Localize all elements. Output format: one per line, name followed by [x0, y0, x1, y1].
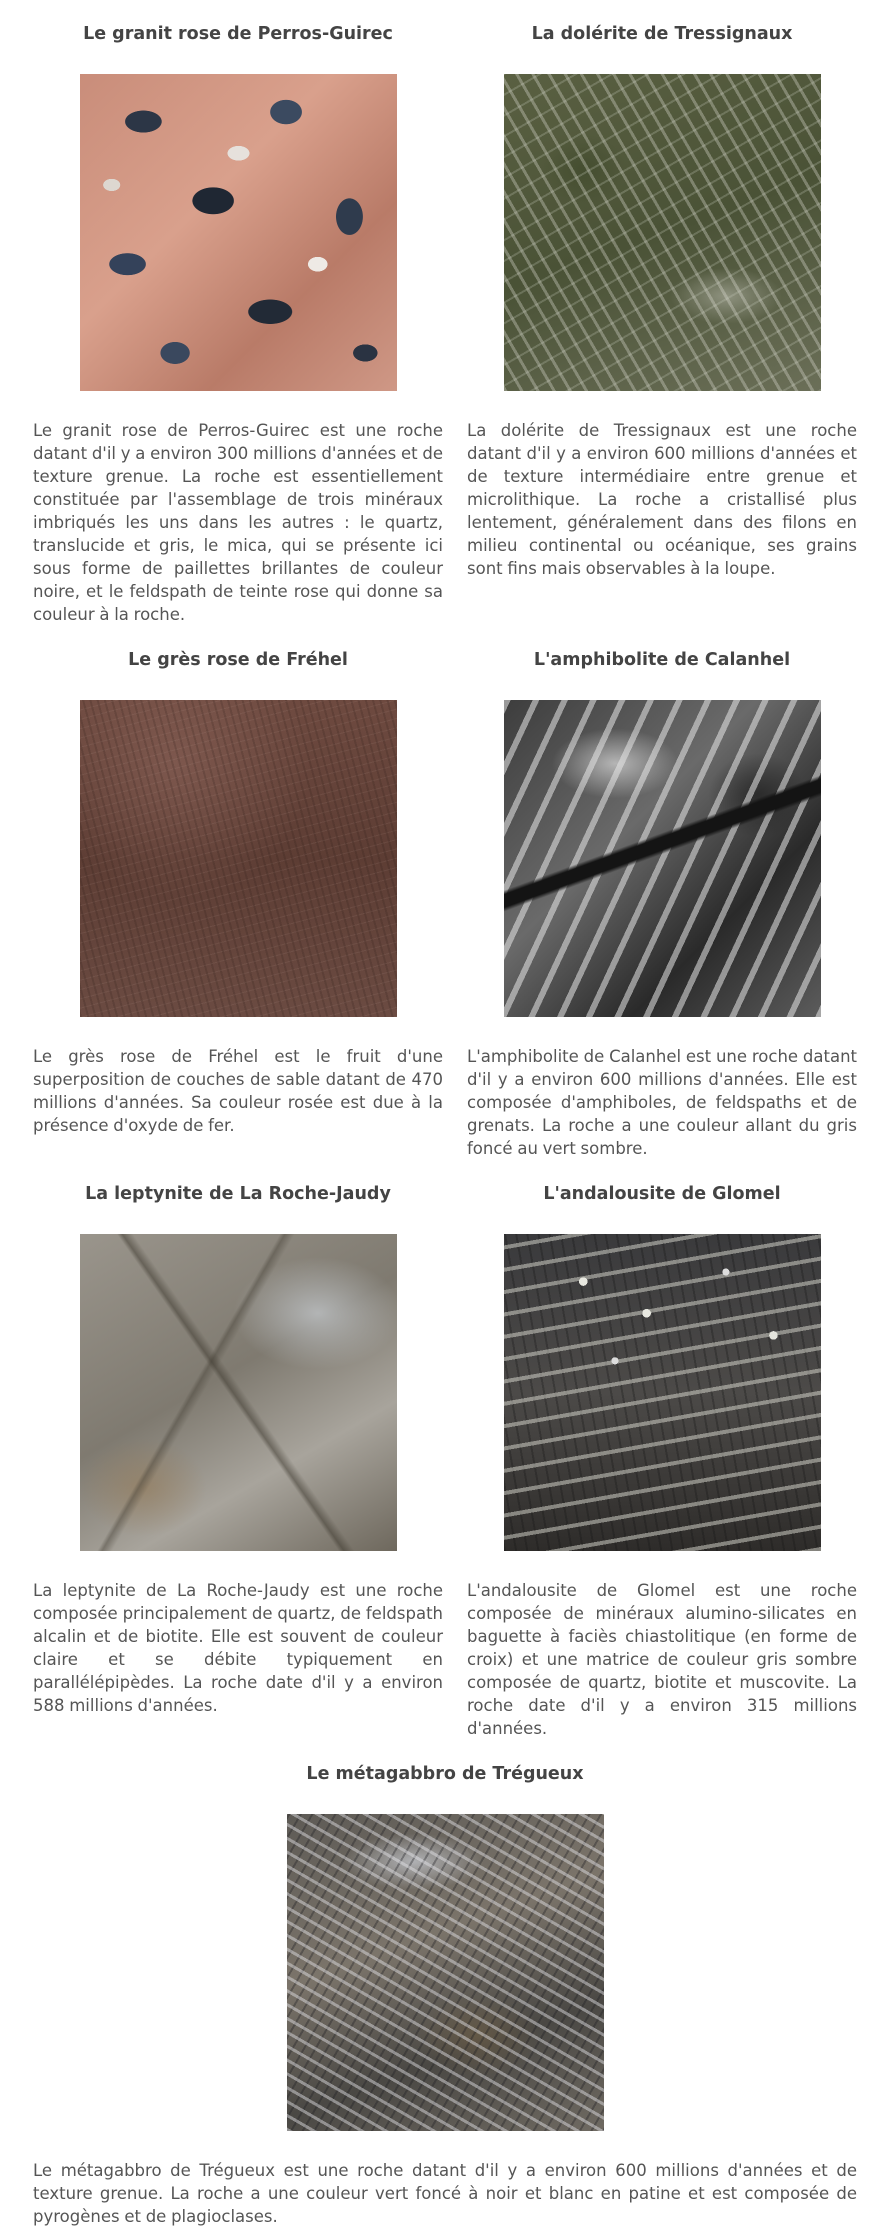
rock-card-gres: [33, 648, 443, 1137]
amphibolite-photo: [504, 700, 821, 1017]
rock-title: Le métagabbro de Trégueux: [306, 1764, 584, 1784]
rock-card-dolerite: [467, 22, 857, 580]
leptynite-photo: [80, 1234, 397, 1551]
rock-title: La leptynite de La Roche-Jaudy: [85, 1184, 391, 1204]
rock-card-metagabbro: [33, 1762, 857, 2228]
dolerite-photo: [504, 74, 821, 391]
rock-card-andalousite: [467, 1182, 857, 1740]
rock-description: L'andalousite de Glomel est une roche composée de minéraux alumino-silicates en baguette à faciès chiastolitique (en forme de croix) et une matrice de couleur gris sombre composée de quartz, biotite et muscovite. La roche date d'il y a environ 315 millions d'années.: [467, 1581, 857, 1738]
rock-description: La leptynite de La Roche-Jaudy est une roche composée principalement de quartz, de feldspath alcalin et de biotite. Elle est souvent de couleur claire et se débite typiquement en parallélépipèdes. La roche date d'il y a environ 588 millions d'années.: [33, 1581, 443, 1715]
rock-description: L'amphibolite de Calanhel est une roche datant d'il y a environ 600 millions d'années. Elle est composée d'amphiboles, de feldspaths et de grenats. La roche a une couleur allant du gris foncé au vert sombre.: [467, 1047, 857, 1158]
rock-title: La dolérite de Tressignaux: [531, 24, 793, 44]
rock-title: L'andalousite de Glomel: [543, 1184, 781, 1204]
rock-card-granit: [33, 22, 443, 626]
granite-photo: [80, 74, 397, 391]
rock-description: La dolérite de Tressignaux est une roche datant d'il y a environ 600 millions d'années et de texture intermédiaire entre grenue et microlithique. La roche a cristallisé plus lentement, généralement dans des filons en milieu continental ou océanique, ses grains sont fins mais observables à la loupe.: [467, 421, 857, 578]
rock-card-amphibolite: [467, 648, 857, 1160]
metagabbro-photo: [287, 1814, 604, 2131]
rock-card-leptynite: [33, 1182, 443, 1717]
rock-description: Le métagabbro de Trégueux est une roche datant d'il y a environ 600 millions d'années et de texture grenue. La roche a une couleur vert foncé à noir et blanc en patine et est composée de pyrogènes et de plagioclases.: [33, 2161, 857, 2226]
rock-description: Le grès rose de Fréhel est le fruit d'une superposition de couches de sable datant de 470 millions d'années. Sa couleur rosée est due à la présence d'oxyde de fer.: [33, 1047, 443, 1135]
rock-title: Le grès rose de Fréhel: [128, 650, 348, 670]
andalousite-photo: [504, 1234, 821, 1551]
rock-description: Le granit rose de Perros-Guirec est une roche datant d'il y a environ 300 millions d'années et de texture grenue. La roche est essentiellement constituée par l'assemblage de trois minéraux imbriqués les uns dans les autres : le quartz, translucide et gris, le mica, qui se présente ici sous forme de paillettes brillantes de couleur noire, et le feldspath de teinte rose qui donne sa couleur à la roche.: [33, 421, 444, 624]
rock-title: L'amphibolite de Calanhel: [533, 650, 791, 670]
rock-title: Le granit rose de Perros-Guirec: [83, 24, 393, 44]
gres-photo: [80, 700, 397, 1017]
